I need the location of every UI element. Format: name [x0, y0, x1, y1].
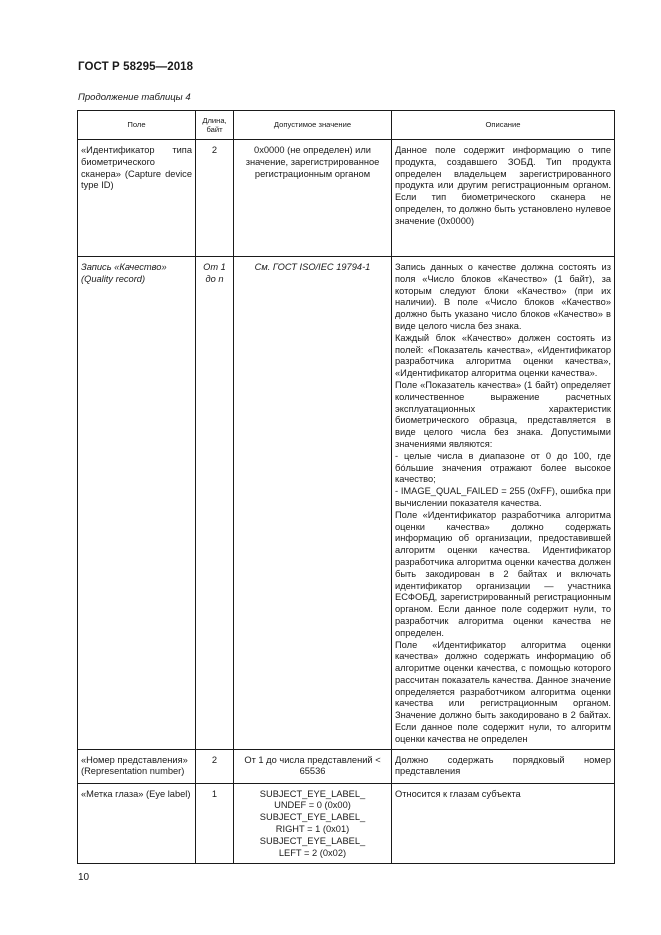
- description-paragraph: Поле «Идентификатор алгоритма оценки качества» должно содержать информацию об алгоритме оценки качества, с помощью которого рассчитан показатель качества. Данное значение определяется разработчиком алгоритма оценки качества или регистрационным органом. Значение должно быть закодировано в 2 байтах. Если данное поле содержит нули, то алгоритм оценки качества не определен: [395, 639, 611, 744]
- description-cell: Должно содержать порядковый номер представления: [392, 749, 615, 783]
- length-cell: От 1 до n: [196, 257, 234, 750]
- description-paragraph: Поле «Идентификатор разработчика алгоритма оценки качества» должно содержать информацию об организации, предоставившей алгоритм оценки качества. Идентификатор разработчика алгоритма оценки качества должен быть закодирован в 2 байтах и включать идентификатор организации — участника ЕСФОБД, зарегистрированный регистрационным органом. Если данное поле содержит нули, то разработчик алгоритма оценки качества не определен.: [395, 509, 611, 638]
- field-cell: «Метка глаза» (Eye label): [78, 783, 196, 863]
- value-line: UNDEF = 0 (0x00): [274, 800, 351, 811]
- spec-table: [77, 110, 615, 864]
- length-cell: 2: [196, 140, 234, 257]
- value-line: SUBJECT_EYE_LABEL_: [259, 835, 366, 846]
- length-cell: 1: [196, 783, 234, 863]
- value-cell: От 1 до числа представлений < 65536: [234, 749, 392, 783]
- value-line: SUBJECT_EYE_LABEL_: [259, 812, 366, 823]
- page-number: 10: [78, 872, 90, 883]
- column-header-field: Поле: [78, 111, 196, 140]
- value-line: RIGHT = 1 (0x01): [275, 824, 350, 835]
- description-paragraph: Запись данных о качестве должна состоять из поля «Число блоков «Качество» (1 байт), за которым следуют блоки «Качество» (при их наличии). В поле «Число блоков «Качество» должно быть указано число блоков «Качество» в виде целого числа без знака.: [395, 262, 611, 331]
- description-paragraph: Каждый блок «Качество» должен состоять из полей: «Показатель качества», «Идентификатор разработчика алгоритма оценки качества», «Идентификатор алгоритма оценки качества».: [395, 332, 611, 379]
- table-row: [78, 140, 615, 257]
- field-cell: Запись «Качество» (Quality record): [78, 257, 196, 750]
- value-cell: См. ГОСТ ISO/IEC 19794-1: [234, 257, 392, 750]
- field-cell: «Идентификатор типа биометрического сканера» (Capture device type ID): [78, 140, 196, 257]
- value-cell: [234, 783, 392, 863]
- column-header-value: Допустимое значение: [234, 111, 392, 140]
- document-header: ГОСТ Р 58295—2018: [78, 61, 194, 73]
- column-header-length: Длина, байт: [196, 111, 234, 140]
- value-line: SUBJECT_EYE_LABEL_: [259, 788, 366, 799]
- description-cell: Данное поле содержит информацию о типе продукта, создавшего ЗОБД. Тип продукта определен владельцем зарегистрированного продукта или другим регистрационным органом. Если тип биометрического сканера не определен, то должно быть установлено нулевое значение (0x0000): [392, 140, 615, 257]
- length-cell: 2: [196, 749, 234, 783]
- description-cell: [392, 257, 615, 750]
- value-line: LEFT = 2 (0x02): [278, 847, 347, 858]
- description-cell: Относится к глазам субъекта: [392, 783, 615, 863]
- table-caption: Продолжение таблицы 4: [78, 92, 191, 103]
- description-paragraph: Поле «Показатель качества» (1 байт) определяет количественное выражение расчетных эксплуатационных характеристик биометрического образца, представляется в виде целого числа без знака. Допустимыми значениями являются:: [395, 379, 611, 449]
- table-row: [78, 749, 615, 783]
- value-cell: 0x0000 (не определен) или значение, зарегистрированное регистрационным органом: [234, 140, 392, 257]
- column-header-description: Описание: [392, 111, 615, 140]
- table-row: [78, 783, 615, 863]
- description-list-item: - целые числа в диапазоне от 0 до 100, где бóльшие значения отражают более высокое качество;: [395, 450, 611, 485]
- description-list-item: - IMAGE_QUAL_FAILED = 255 (0xFF), ошибка при вычислении показателя качества.: [395, 486, 611, 508]
- field-cell: «Номер представления» (Representation number): [78, 749, 196, 783]
- table-row: [78, 257, 615, 750]
- table-header-row: [78, 111, 615, 140]
